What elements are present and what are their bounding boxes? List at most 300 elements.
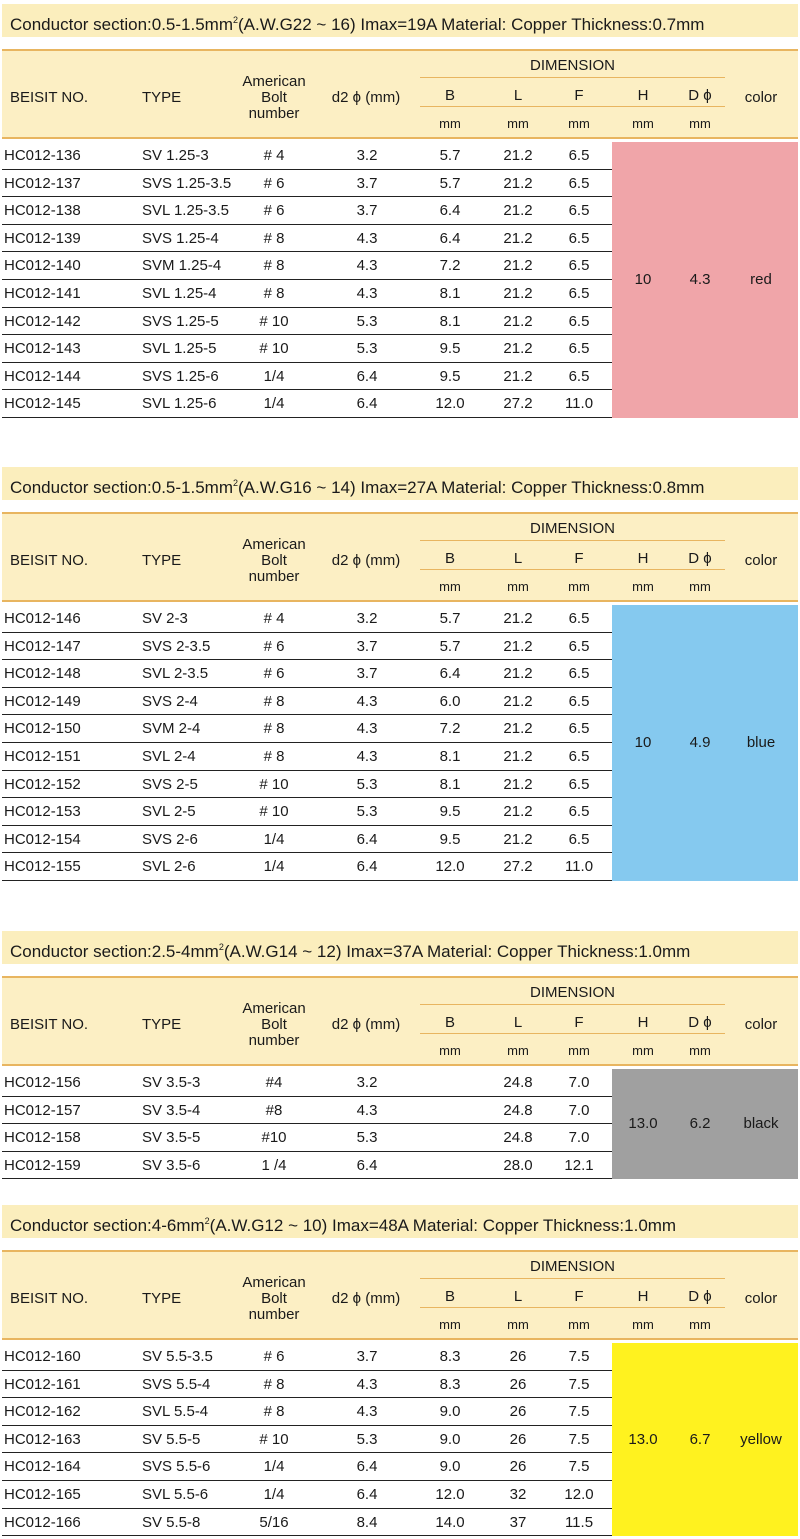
- h-value: 13.0: [628, 1115, 658, 1133]
- cell-l-value: 27.2: [503, 858, 533, 876]
- cell-type: SVS 1.25-4: [142, 229, 219, 247]
- cell-bolt-number: # 8: [263, 1403, 285, 1421]
- header-h: H: [637, 550, 649, 567]
- cell-f-value: 7.5: [568, 1403, 590, 1421]
- header-l: L: [513, 1288, 523, 1305]
- table-row: [2, 363, 612, 391]
- header-l: L: [513, 87, 523, 104]
- cell-l-value: 21.2: [503, 830, 533, 848]
- cell-f-value: 11.0: [564, 858, 594, 876]
- cell-f-value: 6.5: [568, 610, 590, 627]
- cell-bolt-number: #10: [261, 1129, 287, 1147]
- cell-b-value: 6.0: [439, 692, 461, 710]
- cell-d2-value: 6.4: [356, 830, 378, 848]
- h-value: 10: [634, 734, 652, 751]
- cell-l-value: 27.2: [503, 395, 533, 413]
- cell-bolt-number: # 10: [259, 1430, 289, 1448]
- cell-d2-value: 6.4: [356, 395, 378, 413]
- cell-f-value: 6.5: [568, 367, 590, 385]
- d-value: 4.3: [689, 271, 711, 288]
- cell-part-number: HC012-140: [4, 257, 81, 275]
- header-unit-b: mm: [439, 1043, 461, 1058]
- header-unit-f: mm: [568, 1317, 590, 1332]
- header-bolt-line1: American: [242, 1000, 306, 1017]
- section-title-text: Conductor section:0.5-1.5mm: [10, 15, 233, 34]
- cell-bolt-number: 1 /4: [261, 1156, 287, 1174]
- cell-type: SVL 5.5-4: [142, 1403, 209, 1421]
- header-dimension: DIMENSION: [529, 520, 615, 537]
- header-unit-f: mm: [568, 1043, 590, 1058]
- cell-part-number: HC012-137: [4, 174, 81, 192]
- cell-b-value: 7.2: [439, 720, 461, 738]
- cell-type: SV 3.5-6: [142, 1156, 201, 1174]
- cell-type: SVL 1.25-3.5: [142, 202, 230, 220]
- table-header: [2, 1250, 798, 1340]
- section-title-text: (A.W.G16 ~ 14) Imax=27A Material: Copper Thickness:0.8mm: [238, 478, 705, 497]
- cell-b-value: 9.0: [439, 1458, 461, 1476]
- cell-bolt-number: # 6: [263, 174, 285, 192]
- cell-f-value: 6.5: [568, 692, 590, 710]
- cell-part-number: HC012-159: [4, 1156, 81, 1174]
- table-header: [2, 976, 798, 1066]
- table-row: [2, 853, 612, 881]
- header-h: H: [637, 1288, 649, 1305]
- cell-l-value: 28.0: [503, 1156, 533, 1174]
- cell-f-value: 12.0: [564, 1486, 594, 1503]
- cell-d2-value: 4.3: [356, 692, 378, 710]
- table-row: [2, 142, 612, 170]
- cell-l-value: 21.2: [503, 803, 533, 821]
- header-d2: d2 ϕ (mm): [331, 89, 401, 106]
- table-row: [2, 1426, 612, 1454]
- cell-type: SVL 1.25-6: [142, 395, 217, 413]
- header-beisit-no: BEISIT NO.: [10, 89, 89, 106]
- header-rule-bottom: [2, 600, 798, 602]
- cell-b-value: 9.5: [439, 340, 461, 358]
- cell-f-value: 6.5: [568, 720, 590, 738]
- cell-bolt-number: # 8: [263, 285, 285, 302]
- cell-bolt-number: 1/4: [263, 858, 285, 876]
- header-bolt-line2: Bolt: [261, 89, 287, 106]
- cell-part-number: HC012-152: [4, 775, 81, 793]
- section-title-superscript: 2: [218, 942, 224, 952]
- cell-bolt-number: # 8: [263, 720, 285, 738]
- header-bolt-line1: American: [242, 1274, 306, 1291]
- cell-type: SVS 2-3.5: [142, 637, 211, 655]
- cell-d2-value: 4.3: [356, 720, 378, 738]
- section-title-text: Conductor section:4-6mm: [10, 1216, 205, 1235]
- header-l: L: [513, 1014, 523, 1031]
- cell-type: SVS 1.25-3.5: [142, 174, 232, 192]
- cell-part-number: HC012-161: [4, 1375, 81, 1393]
- d-value: 6.7: [689, 1430, 711, 1448]
- dimension-rule: [420, 77, 725, 78]
- cell-f-value: 7.5: [568, 1375, 590, 1393]
- header-bolt-line3: number: [248, 105, 300, 122]
- header-b: B: [444, 1288, 455, 1305]
- header-color: color: [744, 89, 778, 106]
- cell-part-number: HC012-146: [4, 610, 81, 627]
- header-bolt-line2: Bolt: [261, 1290, 287, 1307]
- cell-type: SVL 2-3.5: [142, 665, 209, 683]
- cell-f-value: 6.5: [568, 174, 590, 192]
- cell-type: SVS 2-5: [142, 775, 198, 793]
- table-row: [2, 1124, 612, 1152]
- cell-d2-value: 4.3: [356, 1375, 378, 1393]
- cell-l-value: 21.2: [503, 665, 533, 683]
- header-unit-b: mm: [439, 579, 461, 594]
- cell-bolt-number: # 8: [263, 229, 285, 247]
- cell-part-number: HC012-164: [4, 1458, 81, 1476]
- cell-l-value: 21.2: [503, 340, 533, 358]
- cell-type: SVS 5.5-4: [142, 1375, 211, 1393]
- header-bolt-line3: number: [248, 1306, 300, 1323]
- cell-part-number: HC012-136: [4, 147, 81, 164]
- cell-b-value: 12.0: [435, 395, 465, 413]
- table-row: [2, 633, 612, 661]
- table-row: [2, 1069, 612, 1097]
- header-unit-d: mm: [689, 1043, 711, 1058]
- cell-type: SVL 1.25-4: [142, 285, 217, 302]
- cell-b-value: 6.4: [439, 665, 461, 683]
- header-bolt-line2: Bolt: [261, 552, 287, 569]
- dimension-rule: [420, 1004, 725, 1005]
- cell-bolt-number: # 8: [263, 748, 285, 765]
- cell-f-value: 6.5: [568, 285, 590, 302]
- header-unit-d: mm: [689, 1317, 711, 1332]
- cell-part-number: HC012-148: [4, 665, 81, 683]
- table-row: [2, 1453, 612, 1481]
- cell-l-value: 21.2: [503, 257, 533, 275]
- header-rule-top: [2, 976, 798, 978]
- cell-type: SV 3.5-3: [142, 1074, 201, 1091]
- cell-f-value: 6.5: [568, 340, 590, 358]
- cell-part-number: HC012-150: [4, 720, 81, 738]
- header-color: color: [744, 1016, 778, 1033]
- cell-l-value: 21.2: [503, 174, 533, 192]
- cell-f-value: 11.0: [564, 395, 594, 413]
- cell-part-number: HC012-156: [4, 1074, 81, 1091]
- cell-d2-value: 4.3: [356, 229, 378, 247]
- cell-l-value: 21.2: [503, 285, 533, 302]
- header-beisit-no: BEISIT NO.: [10, 1016, 89, 1033]
- cell-b-value: 6.4: [439, 202, 461, 220]
- d-value: 4.9: [689, 734, 711, 751]
- header-f: F: [574, 550, 584, 567]
- cell-l-value: 32: [509, 1486, 527, 1503]
- cell-b-value: 5.7: [439, 610, 461, 627]
- table-row: [2, 308, 612, 336]
- cell-b-value: [420, 1069, 480, 1097]
- cell-l-value: 24.8: [503, 1074, 533, 1091]
- table-row: [2, 798, 612, 826]
- cell-f-value: 6.5: [568, 257, 590, 275]
- cell-part-number: HC012-160: [4, 1348, 81, 1365]
- table-row: [2, 1371, 612, 1399]
- color-name: blue: [746, 734, 776, 751]
- cell-l-value: 21.2: [503, 775, 533, 793]
- header-type: TYPE: [142, 1016, 182, 1033]
- cell-d2-value: 5.3: [356, 775, 378, 793]
- section-title-text: Conductor section:2.5-4mm: [10, 942, 219, 961]
- cell-l-value: 37: [509, 1513, 527, 1531]
- table-row: [2, 252, 612, 280]
- header-dimension: DIMENSION: [529, 1258, 615, 1275]
- cell-part-number: HC012-144: [4, 367, 81, 385]
- header-unit-b: mm: [439, 116, 461, 131]
- header-f: F: [574, 1014, 584, 1031]
- header-rule-bottom: [2, 1338, 798, 1340]
- table-row: [2, 197, 612, 225]
- cell-type: SVS 2-6: [142, 830, 198, 848]
- cell-bolt-number: # 6: [263, 202, 285, 220]
- units-rule: [420, 1307, 725, 1308]
- header-bolt-line1: American: [242, 73, 306, 90]
- cell-f-value: 6.5: [568, 803, 590, 821]
- cell-d2-value: 3.2: [356, 147, 378, 164]
- cell-l-value: 21.2: [503, 748, 533, 765]
- header-rule-bottom: [2, 137, 798, 139]
- cell-d2-value: 3.7: [356, 174, 378, 192]
- cell-b-value: 9.0: [439, 1430, 461, 1448]
- cell-type: SVM 1.25-4: [142, 257, 222, 275]
- cell-b-value: [420, 1152, 480, 1180]
- cell-d2-value: 6.4: [356, 1486, 378, 1503]
- header-unit-h: mm: [632, 1317, 654, 1332]
- cell-type: SVL 1.25-5: [142, 340, 217, 358]
- cell-l-value: 21.2: [503, 202, 533, 220]
- cell-d2-value: 3.7: [356, 637, 378, 655]
- cell-d2-value: 6.4: [356, 367, 378, 385]
- header-unit-d: mm: [689, 116, 711, 131]
- table-row: [2, 1343, 612, 1371]
- color-name: yellow: [740, 1430, 782, 1448]
- header-bolt-line2: Bolt: [261, 1016, 287, 1033]
- cell-part-number: HC012-142: [4, 312, 81, 330]
- table-row: [2, 1398, 612, 1426]
- section-title-text: (A.W.G14 ~ 12) Imax=37A Material: Copper Thickness:1.0mm: [223, 942, 691, 961]
- header-color: color: [744, 552, 778, 569]
- cell-f-value: 6.5: [568, 229, 590, 247]
- cell-part-number: HC012-165: [4, 1486, 81, 1503]
- section-title-superscript: 2: [233, 478, 239, 488]
- cell-l-value: 26: [509, 1403, 527, 1421]
- cell-f-value: 6.5: [568, 830, 590, 848]
- cell-b-value: [420, 1097, 480, 1125]
- header-b: B: [444, 87, 455, 104]
- header-d: D ϕ: [688, 87, 712, 104]
- cell-bolt-number: #8: [265, 1101, 283, 1119]
- cell-b-value: 8.1: [439, 748, 461, 765]
- cell-f-value: 11.5: [564, 1513, 594, 1531]
- table-row: [2, 390, 612, 418]
- cell-d2-value: 5.3: [356, 1430, 378, 1448]
- cell-l-value: 21.2: [503, 229, 533, 247]
- cell-b-value: 6.4: [439, 229, 461, 247]
- cell-bolt-number: 1/4: [263, 1458, 285, 1476]
- cell-type: SVS 1.25-5: [142, 312, 219, 330]
- cell-b-value: 9.0: [439, 1403, 461, 1421]
- cell-part-number: HC012-147: [4, 637, 81, 655]
- color-block: [612, 1343, 798, 1536]
- header-f: F: [574, 87, 584, 104]
- section-title-superscript: 2: [233, 15, 239, 25]
- cell-part-number: HC012-139: [4, 229, 81, 247]
- cell-type: SV 5.5-5: [142, 1430, 201, 1448]
- color-name: red: [750, 271, 772, 288]
- cell-b-value: 8.3: [439, 1348, 461, 1365]
- color-name: black: [743, 1115, 779, 1133]
- cell-f-value: 6.5: [568, 775, 590, 793]
- cell-d2-value: 5.3: [356, 1129, 378, 1147]
- cell-b-value: 8.1: [439, 775, 461, 793]
- header-unit-f: mm: [568, 579, 590, 594]
- cell-d2-value: 4.3: [356, 285, 378, 302]
- cell-b-value: 14.0: [435, 1513, 465, 1531]
- cell-f-value: 7.5: [568, 1348, 590, 1365]
- cell-type: SVS 5.5-6: [142, 1458, 211, 1476]
- cell-part-number: HC012-163: [4, 1430, 81, 1448]
- dimension-rule: [420, 1278, 725, 1279]
- units-rule: [420, 569, 725, 570]
- cell-type: SVS 2-4: [142, 692, 198, 710]
- cell-b-value: 9.5: [439, 367, 461, 385]
- header-f: F: [574, 1288, 584, 1305]
- units-rule: [420, 1033, 725, 1034]
- cell-d2-value: 3.7: [356, 202, 378, 220]
- header-unit-b: mm: [439, 1317, 461, 1332]
- cell-b-value: 9.5: [439, 830, 461, 848]
- header-unit-l: mm: [507, 1317, 529, 1332]
- cell-bolt-number: # 4: [263, 147, 285, 164]
- cell-b-value: 8.3: [439, 1375, 461, 1393]
- cell-d2-value: 4.3: [356, 257, 378, 275]
- table-row: [2, 1509, 612, 1537]
- cell-type: SV 5.5-8: [142, 1513, 201, 1531]
- cell-bolt-number: 1/4: [263, 367, 285, 385]
- color-block: [612, 1069, 798, 1179]
- cell-b-value: 8.1: [439, 285, 461, 302]
- cell-part-number: HC012-151: [4, 748, 81, 765]
- cell-d2-value: 3.2: [356, 610, 378, 627]
- cell-b-value: 12.0: [435, 1486, 465, 1503]
- table-row: [2, 715, 612, 743]
- color-block: [612, 605, 798, 881]
- d-value: 6.2: [689, 1115, 711, 1133]
- cell-l-value: 21.2: [503, 147, 533, 164]
- cell-bolt-number: # 10: [259, 803, 289, 821]
- section-title-text: Conductor section:0.5-1.5mm: [10, 478, 233, 497]
- cell-b-value: 8.1: [439, 312, 461, 330]
- cell-b-value: 5.7: [439, 174, 461, 192]
- cell-d2-value: 6.4: [356, 858, 378, 876]
- cell-l-value: 21.2: [503, 312, 533, 330]
- color-block: [612, 142, 798, 418]
- cell-type: SVL 2-6: [142, 858, 196, 876]
- table-header: [2, 512, 798, 602]
- cell-bolt-number: 5/16: [259, 1513, 289, 1531]
- cell-bolt-number: 1/4: [263, 1486, 285, 1503]
- cell-f-value: 6.5: [568, 147, 590, 164]
- cell-type: SV 2-3: [142, 610, 188, 627]
- cell-f-value: 7.0: [568, 1101, 590, 1119]
- section-title-superscript: 2: [204, 1216, 210, 1226]
- table-row: [2, 1097, 612, 1125]
- cell-d2-value: 4.3: [356, 1403, 378, 1421]
- header-bolt-line1: American: [242, 536, 306, 553]
- cell-f-value: 6.5: [568, 748, 590, 765]
- cell-b-value: 5.7: [439, 147, 461, 164]
- cell-type: SV 5.5-3.5: [142, 1348, 213, 1365]
- cell-part-number: HC012-145: [4, 395, 81, 413]
- header-dimension: DIMENSION: [529, 984, 615, 1001]
- header-rule-top: [2, 49, 798, 51]
- cell-type: SVS 1.25-6: [142, 367, 219, 385]
- cell-b-value: 5.7: [439, 637, 461, 655]
- header-unit-h: mm: [632, 1043, 654, 1058]
- h-value: 10: [634, 271, 652, 288]
- cell-part-number: HC012-149: [4, 692, 81, 710]
- cell-b-value: 7.2: [439, 257, 461, 275]
- cell-f-value: 6.5: [568, 665, 590, 683]
- cell-d2-value: 6.4: [356, 1458, 378, 1476]
- section-title: [2, 467, 798, 500]
- header-l: L: [513, 550, 523, 567]
- section-title: [2, 931, 798, 964]
- header-h: H: [637, 1014, 649, 1031]
- cell-bolt-number: #4: [265, 1074, 283, 1091]
- header-rule-top: [2, 1250, 798, 1252]
- cell-l-value: 24.8: [503, 1129, 533, 1147]
- table-row: [2, 826, 612, 854]
- cell-type: SVL 2-5: [142, 803, 196, 821]
- cell-l-value: 26: [509, 1348, 527, 1365]
- cell-part-number: HC012-138: [4, 202, 81, 220]
- cell-bolt-number: # 6: [263, 665, 285, 683]
- h-value: 13.0: [628, 1430, 658, 1448]
- header-bolt-line3: number: [248, 568, 300, 585]
- header-d2: d2 ϕ (mm): [331, 1290, 401, 1307]
- cell-bolt-number: # 10: [259, 312, 289, 330]
- header-unit-l: mm: [507, 116, 529, 131]
- header-color: color: [744, 1290, 778, 1307]
- cell-type: SVL 5.5-6: [142, 1486, 209, 1503]
- cell-l-value: 21.2: [503, 692, 533, 710]
- cell-l-value: 21.2: [503, 367, 533, 385]
- header-b: B: [444, 1014, 455, 1031]
- cell-d2-value: 5.3: [356, 340, 378, 358]
- cell-bolt-number: # 10: [259, 340, 289, 358]
- cell-part-number: HC012-166: [4, 1513, 81, 1531]
- table-row: [2, 771, 612, 799]
- cell-bolt-number: # 6: [263, 1348, 285, 1365]
- table-row: [2, 743, 612, 771]
- table-row: [2, 660, 612, 688]
- cell-part-number: HC012-157: [4, 1101, 81, 1119]
- section-title: [2, 1205, 798, 1238]
- header-beisit-no: BEISIT NO.: [10, 552, 89, 569]
- table-row: [2, 225, 612, 253]
- cell-part-number: HC012-158: [4, 1129, 81, 1147]
- cell-d2-value: 4.3: [356, 1101, 378, 1119]
- table-row: [2, 688, 612, 716]
- header-d2: d2 ϕ (mm): [331, 552, 401, 569]
- cell-type: SV 1.25-3: [142, 147, 209, 164]
- cell-b-value: [420, 1124, 480, 1152]
- cell-part-number: HC012-155: [4, 858, 81, 876]
- header-b: B: [444, 550, 455, 567]
- cell-d2-value: 3.7: [356, 1348, 378, 1365]
